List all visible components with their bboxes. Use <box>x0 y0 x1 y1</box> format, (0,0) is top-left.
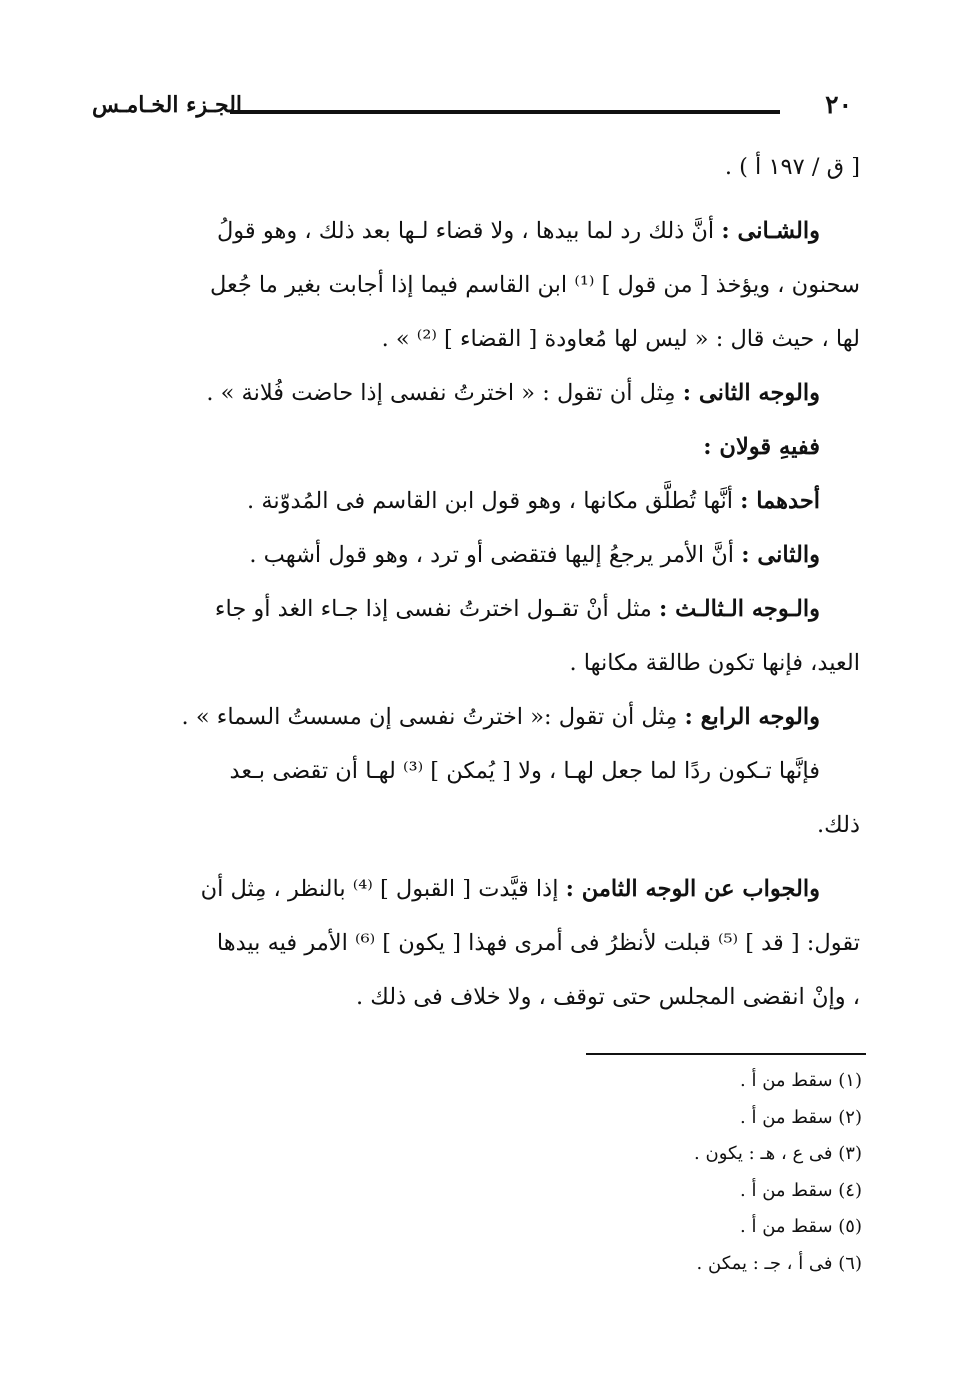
main-text <box>96 146 860 1030</box>
text-line: تقول: [ قد ] ⁽⁵⁾ قبلت لأنظرُ فى أمرى فهذا [ يكون ] ⁽⁶⁾ الأمر فيه بيدها <box>216 930 860 956</box>
footnote: (٤) سقط من أ . <box>740 1179 862 1201</box>
text-line: ، وإنْ انقضى المجلس حتى توقف ، ولا خلاف فى ذلك . <box>355 984 860 1010</box>
running-title: الجـزء الخـامـس <box>92 92 243 118</box>
footnote: (١) سقط من أ . <box>740 1070 862 1091</box>
text-line: سحنون ، ويؤخذ [ من قول ] ⁽¹⁾ ابن القاسم فيما إذا أجابت بغير ما جُعل <box>209 272 860 298</box>
footnote: (٦) فى أ ، جـ : يمكن . <box>696 1252 862 1274</box>
text-line: ففيهِ قولان : <box>703 434 820 460</box>
text-line: والشـانى : أنَّ ذلك رد لما بيدها ، ولا قضاء لـها بعد ذلك ، وهو قولُ <box>216 218 820 244</box>
footnote-rule <box>586 1053 866 1055</box>
text-line: والـوجه الـثالـث : مثل أنْ تقـول اخترتُ نفسى إذا جـاء الغد أو جاء <box>214 596 820 622</box>
text-line: ذلك. <box>817 812 860 838</box>
text-line: لها ، حيث قال : « ليس لها مُعاودة [ القضاء ] ⁽²⁾ » . <box>381 326 860 352</box>
page-header <box>92 90 852 130</box>
footnote: (٣) فى ع ، هـ : يكون . <box>694 1143 862 1164</box>
text-line: والثانى : أنَّ الأمر يرجعُ إليها فتقضى أو ترد ، وهو قول أشهب . <box>249 542 820 568</box>
text-line: والوجه الرابع : مِثل أن تقول :« اخترتُ نفسى إن مسستُ السماء » . <box>181 704 820 730</box>
footnotes <box>462 1070 862 1289</box>
text-line: والجواب عن الوجه الثامن : إذا قيَّدت [ القبول ] ⁽⁴⁾ بالنظر ، مِثل أن <box>200 876 820 902</box>
footnote: (٥) سقط من أ . <box>740 1216 862 1237</box>
text-line: [ ق / ١٩٧ أ ) . <box>724 154 860 180</box>
text-line: فإنَّها تـكون ردًا لما جعل لهـا ، ولا [ يُمكن ] ⁽³⁾ لهـا أن تقضى بـعد <box>229 758 820 784</box>
text-line: والوجه الثانى : مِثل أن تقول : « اخترتُ نفسى إذا حاضت فُلانة » . <box>206 380 820 406</box>
header-rule <box>230 110 780 114</box>
footnote: (٢) سقط من أ . <box>740 1106 862 1128</box>
text-line: أحدهما : أنَّها تُطلَّق مكانها ، وهو قول ابن القاسم فى المُدوّنة . <box>247 488 820 514</box>
text-line: العيد، فإنها تكون طالقة مكانها . <box>569 650 860 676</box>
page-number: ٢٠ <box>825 90 852 119</box>
